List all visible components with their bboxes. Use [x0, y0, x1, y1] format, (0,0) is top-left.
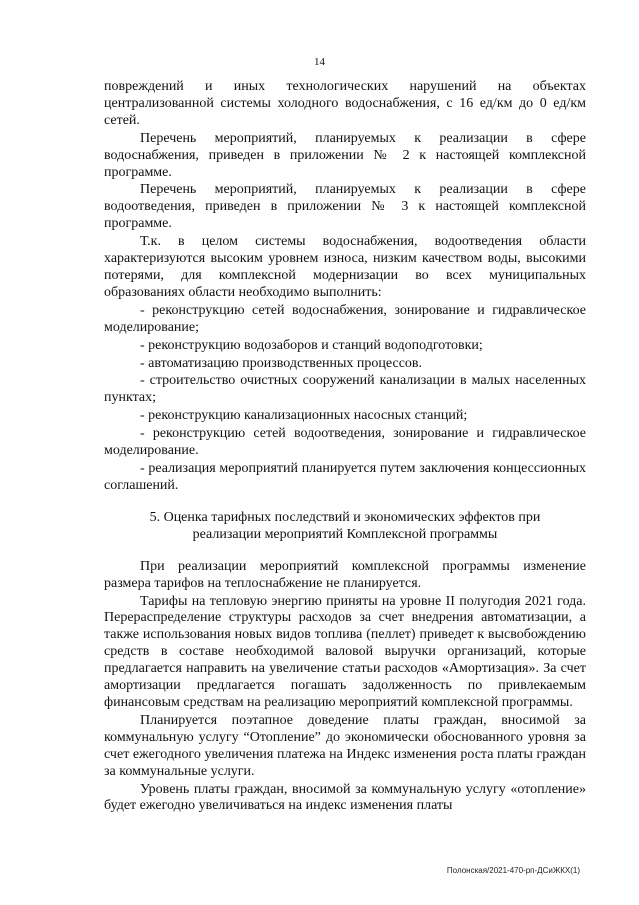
paragraph: повреждений и иных технологических нарушений на объектах централизованной системы холодного водоснабжения, с 16 ед/км до 0 ед/км сетей.: [104, 79, 586, 128]
paragraph: - строительство очистных сооружений канализации в малых населенных пунктах;: [104, 373, 586, 406]
paragraph: - реконструкцию сетей водоснабжения, зонирование и гидравлическое моделирование;: [104, 302, 586, 335]
paragraph: - реализация мероприятий планируется путем заключения концессионных соглашений.: [104, 460, 586, 493]
page-number: 14: [314, 56, 325, 68]
document-body: [104, 79, 586, 815]
paragraph: Уровень платы граждан, вносимой за коммунальную услугу «отопление» будет ежегодно увеличиваться на индекс изменения платы: [104, 781, 586, 814]
section-title: [104, 509, 586, 543]
section-title-line-1: 5. Оценка тарифных последствий и экономических эффектов при: [149, 509, 541, 525]
paragraphs-top: [104, 79, 586, 495]
paragraph: - реконструкцию сетей водоотведения, зонирование и гидравлическое моделирование.: [104, 426, 586, 459]
paragraph: Тарифы на тепловую энергию приняты на уровне II полугодия 2021 года. Перераспределение структуры расходов за счет внедрения автоматизации, а также использования новых видов топлива (пеллет) приведет к высвобождению средств в составе необходимой валовой выручки организаций, которые предлагается направить на увеличение статьи расходов «Амортизация». За счет амортизации предлагается погашать задолженность по привлекаемым финансовым средствам на реализацию мероприятий комплексной программы.: [104, 593, 586, 710]
paragraph: - реконструкцию канализационных насосных станций;: [140, 408, 468, 424]
paragraphs-bottom: [104, 559, 586, 816]
section-title-line-2: реализации мероприятий Комплексной программы: [192, 526, 498, 542]
paragraph: Перечень мероприятий, планируемых к реализации в сфере водоснабжения, приведен в приложении № 2 к настоящей комплексной программе.: [104, 130, 586, 180]
paragraph: При реализации мероприятий комплексной программы изменение размера тарифов на теплоснабжение не планируется.: [104, 558, 586, 591]
paragraph: - автоматизацию производственных процессов.: [140, 355, 423, 371]
paragraph: - реконструкцию водозаборов и станций водоподготовки;: [140, 337, 483, 353]
footer-document-code: Полонская/2021-470-рп-ДСиЖКХ(1): [446, 866, 580, 875]
paragraph: Т.к. в целом системы водоснабжения, водоотведения области характеризуются высоким уровнем износа, низким качеством воды, высокими потерями, для комплексной модернизации во всех муниципальных образованиях области необходимо выполнить:: [104, 234, 586, 300]
paragraph: Планируется поэтапное доведение платы граждан, вносимой за коммунальную услугу “Отопление” до экономически обоснованного уровня за счет ежегодного увеличения платежа на Индекс изменения роста платы граждан за коммунальные услуги.: [104, 712, 586, 779]
paragraph: Перечень мероприятий, планируемых к реализации в сфере водоотведения, приведен в приложении № 3 к настоящей комплексной программе.: [104, 182, 586, 232]
